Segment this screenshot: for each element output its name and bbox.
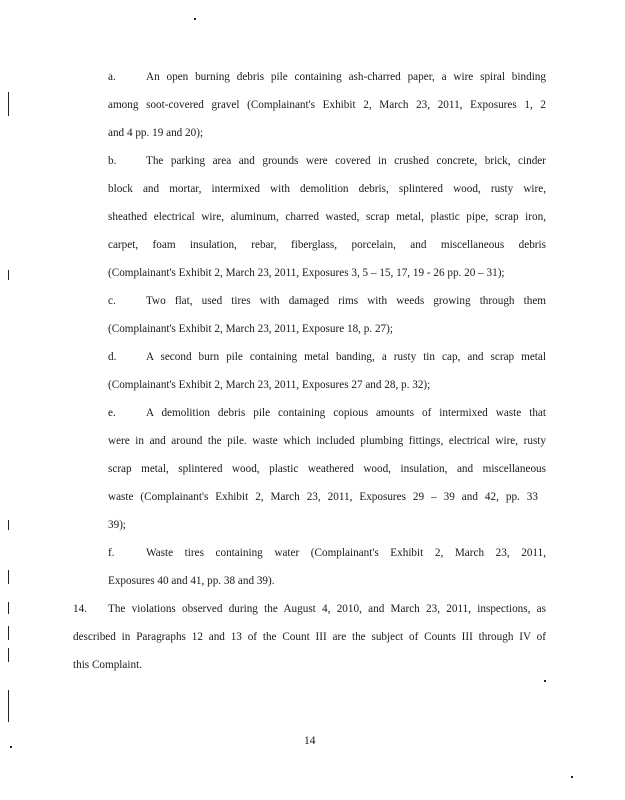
scan-margin-line bbox=[8, 602, 9, 614]
item-label: d. bbox=[108, 351, 117, 363]
paragraph-text-line: described in Paragraphs 12 and 13 of the Count III are the subject of Counts III through IV of bbox=[73, 631, 546, 643]
scan-speck bbox=[194, 18, 196, 20]
paragraph-number: 14. bbox=[73, 603, 87, 615]
page-number: 14 bbox=[304, 735, 316, 747]
item-text-line: and 4 pp. 19 and 20); bbox=[108, 127, 204, 139]
scan-speck bbox=[571, 776, 573, 778]
item-label: f. bbox=[108, 547, 115, 559]
item-text-line: Waste tires containing water (Complainant's Exhibit 2, March 23, 2011, bbox=[146, 547, 546, 559]
scan-margin-line bbox=[8, 648, 9, 662]
scan-margin-line bbox=[8, 520, 9, 530]
item-text-line: carpet, foam insulation, rebar, fiberglass, porcelain, and miscellaneous debris bbox=[108, 239, 546, 251]
item-text-line: (Complainant's Exhibit 2, March 23, 2011, Exposures 3, 5 – 15, 17, 19 - 26 pp. 20 – 31); bbox=[108, 267, 505, 279]
item-text-line: block and mortar, intermixed with demolition debris, splintered wood, rusty wire, bbox=[108, 183, 546, 195]
item-text-line: A demolition debris pile containing copious amounts of intermixed waste that bbox=[146, 407, 546, 419]
item-text-line: scrap metal, splintered wood, plastic weathered wood, insulation, and miscellaneous bbox=[108, 463, 546, 475]
item-text-line: Two flat, used tires with damaged rims with weeds growing through them bbox=[146, 295, 546, 307]
paragraph-text-line: this Complaint. bbox=[73, 659, 142, 671]
item-label: a. bbox=[108, 71, 116, 83]
item-text-line: were in and around the pile. waste which included plumbing fittings, electrical wire, rusty bbox=[108, 435, 546, 447]
item-text-line: A second burn pile containing metal banding, a rusty tin cap, and scrap metal bbox=[146, 351, 546, 363]
item-label: b. bbox=[108, 155, 117, 167]
paragraph-text-line: The violations observed during the August 4, 2010, and March 23, 2011, inspections, as bbox=[108, 603, 546, 615]
item-text-line: among soot-covered gravel (Complainant's Exhibit 2, March 23, 2011, Exposures 1, 2 bbox=[108, 99, 546, 111]
item-text-line: The parking area and grounds were covered in crushed concrete, brick, cinder bbox=[146, 155, 546, 167]
scan-margin-line bbox=[8, 92, 9, 116]
item-text-line: (Complainant's Exhibit 2, March 23, 2011, Exposure 18, p. 27); bbox=[108, 323, 393, 335]
item-text-line: An open burning debris pile containing ash-charred paper, a wire spiral binding bbox=[146, 71, 546, 83]
item-text-line: waste (Complainant's Exhibit 2, March 23, 2011, Exposures 29 – 39 and 42, pp. 33 bbox=[108, 491, 538, 503]
scan-margin-line bbox=[8, 626, 9, 640]
item-label: e. bbox=[108, 407, 116, 419]
item-text-line: sheathed electrical wire, aluminum, charred wasted, scrap metal, plastic pipe, scrap iron, bbox=[108, 211, 546, 223]
scan-margin-line bbox=[8, 270, 9, 280]
item-text-line: Exposures 40 and 41, pp. 38 and 39). bbox=[108, 575, 275, 587]
scan-margin-line bbox=[8, 570, 9, 584]
item-label: c. bbox=[108, 295, 116, 307]
scan-speck bbox=[544, 680, 546, 682]
item-text-line: (Complainant's Exhibit 2, March 23, 2011, Exposures 27 and 28, p. 32); bbox=[108, 379, 431, 391]
scan-speck bbox=[10, 746, 12, 748]
scan-margin-line bbox=[8, 690, 9, 722]
item-text-line: 39); bbox=[108, 519, 127, 531]
